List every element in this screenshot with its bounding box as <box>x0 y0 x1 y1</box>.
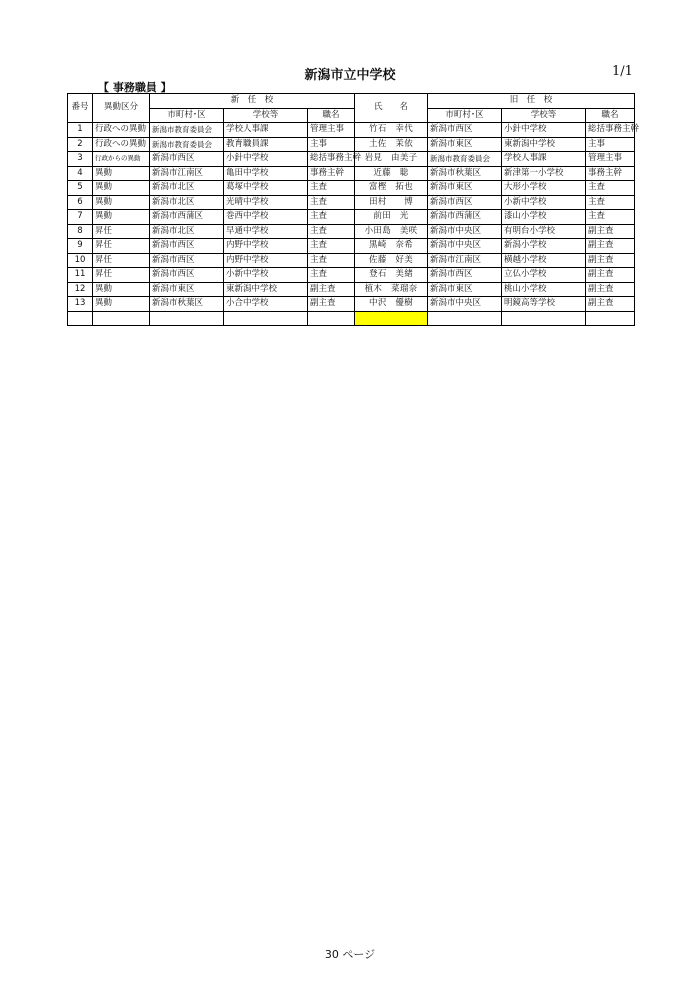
empty-cell <box>224 311 308 326</box>
header-new-city: 市町村･区 <box>150 108 224 123</box>
cell-transfer-type: 異動 <box>93 282 150 297</box>
cell-new-city: 新潟市秋葉区 <box>150 297 224 312</box>
cell-new-title: 主査 <box>308 195 355 210</box>
cell-old-city: 新潟市西区 <box>428 195 502 210</box>
cell-new-school: 小針中学校 <box>224 152 308 167</box>
cell-old-city: 新潟市江南区 <box>428 253 502 268</box>
cell-number: 9 <box>68 239 93 254</box>
cell-new-school: 教育職員課 <box>224 137 308 152</box>
cell-old-school: 横越小学校 <box>502 253 586 268</box>
cell-new-city: 新潟市北区 <box>150 224 224 239</box>
cell-old-title: 管理主事 <box>586 152 635 167</box>
table-row <box>68 268 635 283</box>
cell-old-city: 新潟市中央区 <box>428 239 502 254</box>
cell-number: 10 <box>68 253 93 268</box>
cell-new-school: 内野中学校 <box>224 253 308 268</box>
cell-transfer-type: 異動 <box>93 166 150 181</box>
cell-new-city: 新潟市西区 <box>150 239 224 254</box>
cell-transfer-type: 昇任 <box>93 268 150 283</box>
cell-old-title: 主査 <box>586 210 635 225</box>
header-transfer-type: 異動区分 <box>93 94 150 123</box>
cell-name: 小田島 美咲 <box>355 224 428 239</box>
cell-new-title: 管理主事 <box>308 123 355 138</box>
cell-old-school: 学校人事課 <box>502 152 586 167</box>
empty-cell <box>308 311 355 326</box>
header-new-school-group: 新 任 校 <box>150 94 355 109</box>
cell-old-title: 主査 <box>586 181 635 196</box>
cell-number: 12 <box>68 282 93 297</box>
empty-row <box>68 311 635 326</box>
page-indicator: 1/1 <box>612 64 633 79</box>
header-new-school: 学校等 <box>224 108 308 123</box>
cell-name: 佐藤 好美 <box>355 253 428 268</box>
header-number: 番号 <box>68 94 93 123</box>
header-old-school: 学校等 <box>502 108 586 123</box>
table-row <box>68 297 635 312</box>
table-row <box>68 195 635 210</box>
cell-old-title: 主事 <box>586 137 635 152</box>
empty-cell <box>93 311 150 326</box>
cell-new-city: 新潟市東区 <box>150 282 224 297</box>
cell-old-city: 新潟市教育委員会 <box>428 152 502 167</box>
highlighted-empty-cell <box>355 311 428 326</box>
cell-old-school: 有明台小学校 <box>502 224 586 239</box>
cell-old-school: 小針中学校 <box>502 123 586 138</box>
personnel-table <box>67 93 640 326</box>
section-label: 【 事務職員 】 <box>98 81 172 94</box>
cell-new-school: 光晴中学校 <box>224 195 308 210</box>
cell-name: 近藤 聡 <box>355 166 428 181</box>
cell-transfer-type: 異動 <box>93 297 150 312</box>
cell-transfer-type: 行政への異動 <box>93 137 150 152</box>
cell-old-school: 新津第一小学校 <box>502 166 586 181</box>
table-row <box>68 210 635 225</box>
cell-new-school: 葛塚中学校 <box>224 181 308 196</box>
table-row <box>68 239 635 254</box>
cell-old-school: 小新中学校 <box>502 195 586 210</box>
cell-new-school: 東新潟中学校 <box>224 282 308 297</box>
cell-new-city: 新潟市北区 <box>150 181 224 196</box>
cell-old-school: 新潟小学校 <box>502 239 586 254</box>
cell-transfer-type: 昇任 <box>93 224 150 239</box>
cell-old-city: 新潟市東区 <box>428 137 502 152</box>
cell-new-school: 小合中学校 <box>224 297 308 312</box>
cell-new-school: 巻西中学校 <box>224 210 308 225</box>
cell-new-title: 主査 <box>308 239 355 254</box>
cell-new-title: 事務主幹 <box>308 166 355 181</box>
cell-old-city: 新潟市西蒲区 <box>428 210 502 225</box>
cell-new-city: 新潟市北区 <box>150 195 224 210</box>
cell-new-school: 内野中学校 <box>224 239 308 254</box>
cell-transfer-type: 行政への異動 <box>93 123 150 138</box>
cell-new-title: 主査 <box>308 181 355 196</box>
cell-old-school: 東新潟中学校 <box>502 137 586 152</box>
cell-new-city: 新潟市教育委員会 <box>150 137 224 152</box>
table-row <box>68 282 635 297</box>
cell-old-title: 総括事務主幹 <box>586 123 635 138</box>
cell-old-school: 桃山小学校 <box>502 282 586 297</box>
cell-new-school: 亀田中学校 <box>224 166 308 181</box>
empty-cell <box>586 311 635 326</box>
cell-new-title: 主査 <box>308 210 355 225</box>
cell-old-city: 新潟市秋葉区 <box>428 166 502 181</box>
cell-number: 1 <box>68 123 93 138</box>
page-footer: 30 ページ <box>324 948 376 961</box>
table-body <box>68 123 640 326</box>
empty-cell <box>428 311 502 326</box>
cell-number: 5 <box>68 181 93 196</box>
cell-new-title: 副主査 <box>308 297 355 312</box>
cell-new-city: 新潟市西区 <box>150 253 224 268</box>
cell-old-city: 新潟市西区 <box>428 123 502 138</box>
cell-old-city: 新潟市中央区 <box>428 297 502 312</box>
header-old-school-group: 旧 任 校 <box>428 94 635 109</box>
cell-old-title: 事務主幹 <box>586 166 635 181</box>
cell-old-title: 副主査 <box>586 268 635 283</box>
cell-transfer-type: 昇任 <box>93 239 150 254</box>
cell-old-city: 新潟市東区 <box>428 282 502 297</box>
empty-cell <box>68 311 93 326</box>
empty-cell <box>150 311 224 326</box>
cell-old-school: 大形小学校 <box>502 181 586 196</box>
cell-transfer-type: 昇任 <box>93 253 150 268</box>
cell-name: 岩見 由美子 <box>355 152 428 167</box>
cell-old-city: 新潟市西区 <box>428 268 502 283</box>
cell-new-title: 副主査 <box>308 282 355 297</box>
cell-new-title: 主事 <box>308 137 355 152</box>
cell-number: 13 <box>68 297 93 312</box>
cell-transfer-type: 異動 <box>93 195 150 210</box>
cell-new-city: 新潟市江南区 <box>150 166 224 181</box>
cell-number: 3 <box>68 152 93 167</box>
cell-number: 8 <box>68 224 93 239</box>
cell-new-school: 早通中学校 <box>224 224 308 239</box>
cell-old-title: 副主査 <box>586 282 635 297</box>
document-title: 新潟市立中学校 <box>304 68 396 83</box>
header-old-city: 市町村･区 <box>428 108 502 123</box>
cell-new-city: 新潟市教育委員会 <box>150 123 224 138</box>
header-new-title: 職名 <box>308 108 355 123</box>
table-row <box>68 224 635 239</box>
cell-new-city: 新潟市西区 <box>150 152 224 167</box>
table-row <box>68 123 635 138</box>
table-row <box>68 152 635 167</box>
cell-new-title: 主査 <box>308 268 355 283</box>
table-header <box>68 94 635 123</box>
cell-number: 2 <box>68 137 93 152</box>
cell-name: 登石 美緒 <box>355 268 428 283</box>
cell-name: 前田 光 <box>355 210 428 225</box>
cell-old-title: 主査 <box>586 195 635 210</box>
cell-old-school: 立仏小学校 <box>502 268 586 283</box>
cell-name: 竹石 幸代 <box>355 123 428 138</box>
cell-new-school: 学校人事課 <box>224 123 308 138</box>
cell-number: 11 <box>68 268 93 283</box>
cell-transfer-type: 行政からの異動 <box>93 152 150 167</box>
cell-new-city: 新潟市西蒲区 <box>150 210 224 225</box>
cell-old-city: 新潟市東区 <box>428 181 502 196</box>
cell-old-title: 副主査 <box>586 297 635 312</box>
cell-new-title: 主査 <box>308 253 355 268</box>
cell-old-title: 副主査 <box>586 239 635 254</box>
header-name: 氏 名 <box>355 94 428 123</box>
table-row <box>68 137 635 152</box>
cell-old-school: 漆山小学校 <box>502 210 586 225</box>
cell-name: 土佐 茉依 <box>355 137 428 152</box>
cell-transfer-type: 異動 <box>93 181 150 196</box>
cell-new-city: 新潟市西区 <box>150 268 224 283</box>
table-row <box>68 181 635 196</box>
cell-old-title: 副主査 <box>586 224 635 239</box>
cell-old-school: 明鏡高等学校 <box>502 297 586 312</box>
cell-number: 4 <box>68 166 93 181</box>
cell-transfer-type: 異動 <box>93 210 150 225</box>
header-old-title: 職名 <box>586 108 635 123</box>
cell-old-city: 新潟市中央区 <box>428 224 502 239</box>
cell-old-title: 副主査 <box>586 253 635 268</box>
cell-new-title: 総括事務主幹 <box>308 152 355 167</box>
cell-name: 田村 博 <box>355 195 428 210</box>
cell-name: 中沢 優樹 <box>355 297 428 312</box>
empty-cell <box>502 311 586 326</box>
cell-name: 植木 菜瑠奈 <box>355 282 428 297</box>
cell-number: 6 <box>68 195 93 210</box>
cell-new-school: 小新中学校 <box>224 268 308 283</box>
cell-name: 富樫 拓也 <box>355 181 428 196</box>
cell-new-title: 主査 <box>308 224 355 239</box>
table-row <box>68 166 635 181</box>
cell-number: 7 <box>68 210 93 225</box>
cell-name: 黒崎 奈希 <box>355 239 428 254</box>
table-row <box>68 253 635 268</box>
